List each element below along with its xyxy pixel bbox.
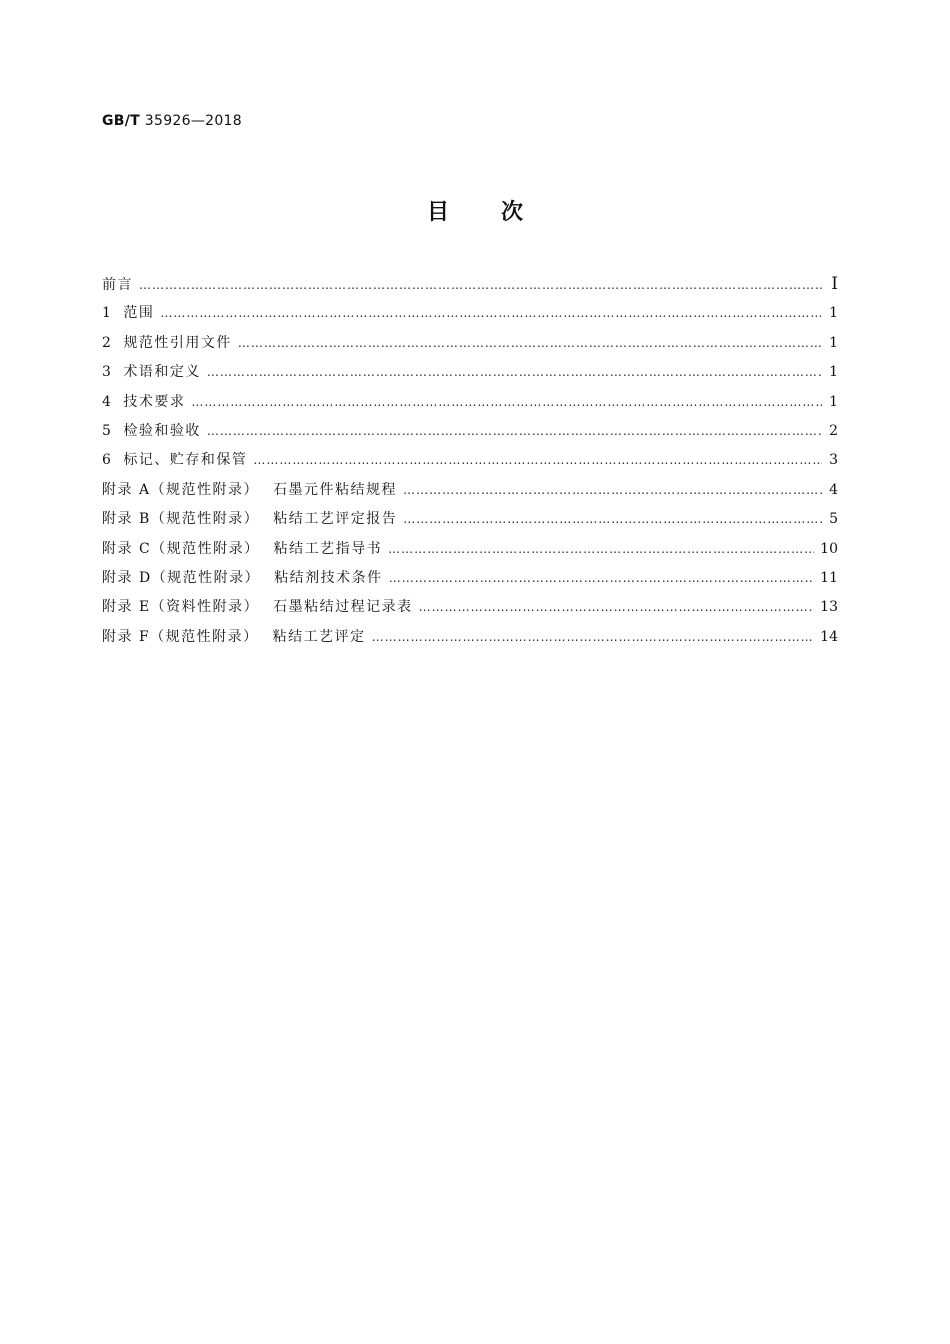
toc-entry-6[interactable] <box>102 450 838 479</box>
toc-entry-number: 6 <box>102 452 112 469</box>
toc-entry-1[interactable] <box>102 303 838 332</box>
toc-entry-title: 附录 E（资料性附录） <box>102 599 260 616</box>
toc-entry-4[interactable] <box>102 392 838 421</box>
toc-entry-appendix-d[interactable] <box>102 568 838 597</box>
toc-entry-title: 附录 D（规范性附录） <box>102 569 261 586</box>
toc-entry-number: 5 <box>102 422 112 439</box>
toc-leader-dots <box>207 421 822 441</box>
standard-code-number: 35926—2018 <box>144 113 242 129</box>
toc-entry-page: 4 <box>829 481 838 498</box>
toc-entry-page: 11 <box>820 569 838 586</box>
toc-entry-number: 1 <box>102 305 112 322</box>
toc-entry-page: 3 <box>829 452 838 469</box>
toc-entry-number: 3 <box>102 364 112 381</box>
standard-code-prefix: GB/T <box>102 113 141 129</box>
toc-entry-page: 5 <box>829 511 838 528</box>
toc-entry-appendix-f[interactable] <box>102 627 838 656</box>
toc-entry-number: 4 <box>102 393 112 410</box>
toc-entry-subtitle: 粘结剂技术条件 <box>274 569 383 586</box>
toc-entry-page: 1 <box>829 334 838 351</box>
toc-entry-subtitle: 粘结工艺指导书 <box>273 540 383 557</box>
toc-leader-dots <box>139 275 822 295</box>
toc-entry-page: 2 <box>829 422 838 439</box>
toc-leader-dots <box>253 450 822 470</box>
toc-entry-title: 附录 B（规范性附录） <box>102 511 260 528</box>
toc-entry-page: 10 <box>820 540 838 557</box>
toc-entry-appendix-e[interactable] <box>102 597 838 626</box>
toc-leader-dots <box>372 627 815 647</box>
toc-leader-dots <box>238 333 822 353</box>
toc-leader-dots <box>388 539 814 559</box>
toc-entry-title: 附录 A（规范性附录） <box>102 481 260 498</box>
toc-entry-title: 术语和定义 <box>123 364 201 381</box>
toc-entry-title: 附录 C（规范性附录） <box>102 540 260 557</box>
toc-entry-page: 1 <box>829 364 838 381</box>
toc-entry-3[interactable] <box>102 362 838 391</box>
toc-entry-title: 检验和验收 <box>123 422 201 439</box>
toc-leader-dots <box>160 303 822 323</box>
toc-entry-appendix-b[interactable] <box>102 509 838 538</box>
toc-leader-dots <box>403 480 822 500</box>
toc-list <box>102 274 838 656</box>
toc-entry-page: 14 <box>820 628 838 645</box>
toc-entry-title: 前言 <box>102 277 133 293</box>
toc-entry-page: I <box>831 274 838 294</box>
toc-entry-subtitle: 粘结工艺评定 <box>272 628 366 645</box>
toc-leader-dots <box>389 568 814 588</box>
toc-entry-foreword[interactable] <box>102 274 838 303</box>
standard-code <box>102 113 242 129</box>
toc-entry-appendix-a[interactable] <box>102 480 838 509</box>
toc-entry-title: 标记、贮存和保管 <box>123 452 248 469</box>
toc-title: 目次 <box>426 200 575 225</box>
toc-entry-title: 附录 F（规范性附录） <box>102 628 259 645</box>
toc-entry-title: 范围 <box>123 305 155 322</box>
toc-entry-5[interactable] <box>102 421 838 450</box>
toc-leader-dots <box>419 597 815 617</box>
toc-entry-page: 1 <box>829 393 838 410</box>
toc-leader-dots <box>403 509 822 529</box>
toc-entry-appendix-c[interactable] <box>102 539 838 568</box>
toc-entry-subtitle: 石墨元件粘结规程 <box>273 481 398 498</box>
toc-entry-page: 13 <box>820 599 838 616</box>
toc-entry-title: 规范性引用文件 <box>123 334 232 351</box>
toc-entry-number: 2 <box>102 334 112 351</box>
toc-entry-2[interactable] <box>102 333 838 362</box>
toc-entry-subtitle: 粘结工艺评定报告 <box>273 511 398 528</box>
toc-entry-title: 技术要求 <box>123 393 186 410</box>
toc-leader-dots <box>191 392 822 412</box>
toc-entry-subtitle: 石墨粘结过程记录表 <box>273 599 413 616</box>
toc-leader-dots <box>207 362 822 382</box>
toc-entry-page: 1 <box>829 305 838 322</box>
